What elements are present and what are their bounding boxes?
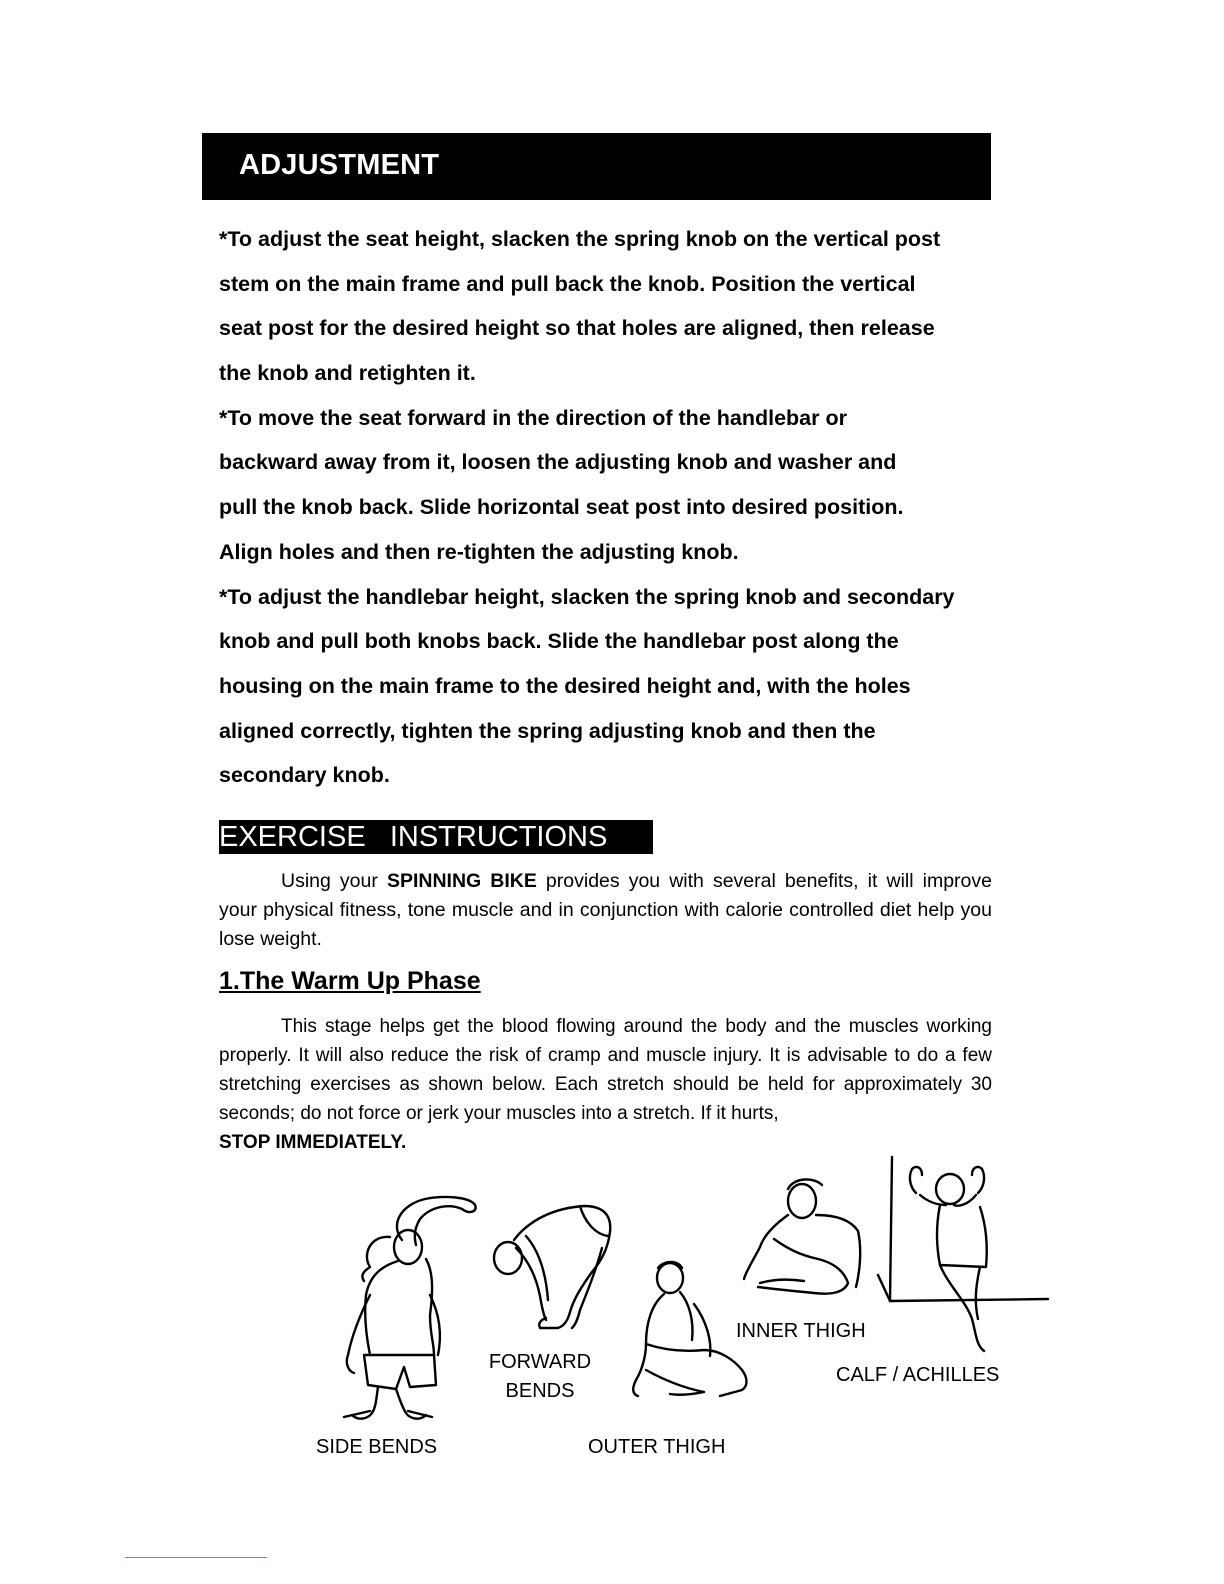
adjustment-title: ADJUSTMENT <box>239 149 440 181</box>
product-name: SPINNING BIKE <box>386 870 537 892</box>
inner-thigh-illustration <box>734 1175 874 1305</box>
adjustment-line: housing on the main frame to the desired height and, with the holes <box>219 673 911 698</box>
adjustment-line: Align holes and then re-tighten the adjusting knob. <box>219 539 739 564</box>
adjustment-line: *To adjust the seat height, slacken the spring knob on the vertical post <box>219 227 941 251</box>
calf-achilles-caption: CALF / ACHILLES <box>836 1364 1000 1386</box>
footnote-divider <box>125 1557 267 1558</box>
side-bends-caption: SIDE BENDS <box>316 1436 438 1458</box>
warm-up-body <box>219 1012 992 1157</box>
adjustment-body <box>219 217 1019 798</box>
adjustment-line: pull the knob back. Slide horizontal seat post into desired position. <box>219 495 904 520</box>
calf-achilles-illustration <box>876 1155 1051 1355</box>
exercise-title: EXERCISE INSTRUCTIONS <box>219 821 608 853</box>
intro-text-start: Using your <box>281 870 387 892</box>
adjustment-line: backward away from it, loosen the adjusting knob and washer and <box>219 450 897 475</box>
forward-bends-caption <box>478 1348 602 1406</box>
intro-text-end: provides you with several benefits, it will improve your physical fitness, tone muscle and in conjunction with calorie controlled diet help you lose weight. <box>219 870 992 950</box>
warning-text: STOP IMMEDIATELY. <box>219 1132 407 1153</box>
forward-bends-caption-line1: FORWARD <box>488 1351 592 1373</box>
forward-bends-illustration <box>484 1200 624 1330</box>
adjustment-line: *To move the seat forward in the direction of the handlebar or <box>219 405 847 430</box>
side-bends-illustration <box>330 1195 490 1425</box>
adjustment-line: the knob and retighten it. <box>219 361 476 386</box>
exercise-intro <box>219 867 992 954</box>
forward-bends-caption-line2: BENDS <box>505 1380 575 1402</box>
adjustment-line: aligned correctly, tighten the spring adjusting knob and then the <box>219 718 876 743</box>
warm-up-text: This stage helps get the blood flowing around the body and the muscles working properly. It will also reduce the risk of cramp and muscle injury. It is advisable to do a few stretching exercises as shown below. Each stretch should be held for approximately 30 seconds; do not force or jerk your muscles into a stretch. If it hurts, <box>219 1016 992 1124</box>
warm-up-heading: 1.The Warm Up Phase <box>219 967 481 995</box>
adjustment-line: stem on the main frame and pull back the knob. Position the vertical <box>219 271 916 296</box>
adjustment-line: *To adjust the handlebar height, slacken the spring knob and secondary <box>219 584 955 609</box>
adjustment-line: secondary knob. <box>219 763 390 788</box>
adjustment-line: seat post for the desired height so that holes are aligned, then release <box>219 316 935 341</box>
outer-thigh-caption: OUTER THIGH <box>588 1436 726 1458</box>
adjustment-line: knob and pull both knobs back. Slide the handlebar post along the <box>219 629 899 654</box>
inner-thigh-caption: INNER THIGH <box>736 1320 866 1342</box>
